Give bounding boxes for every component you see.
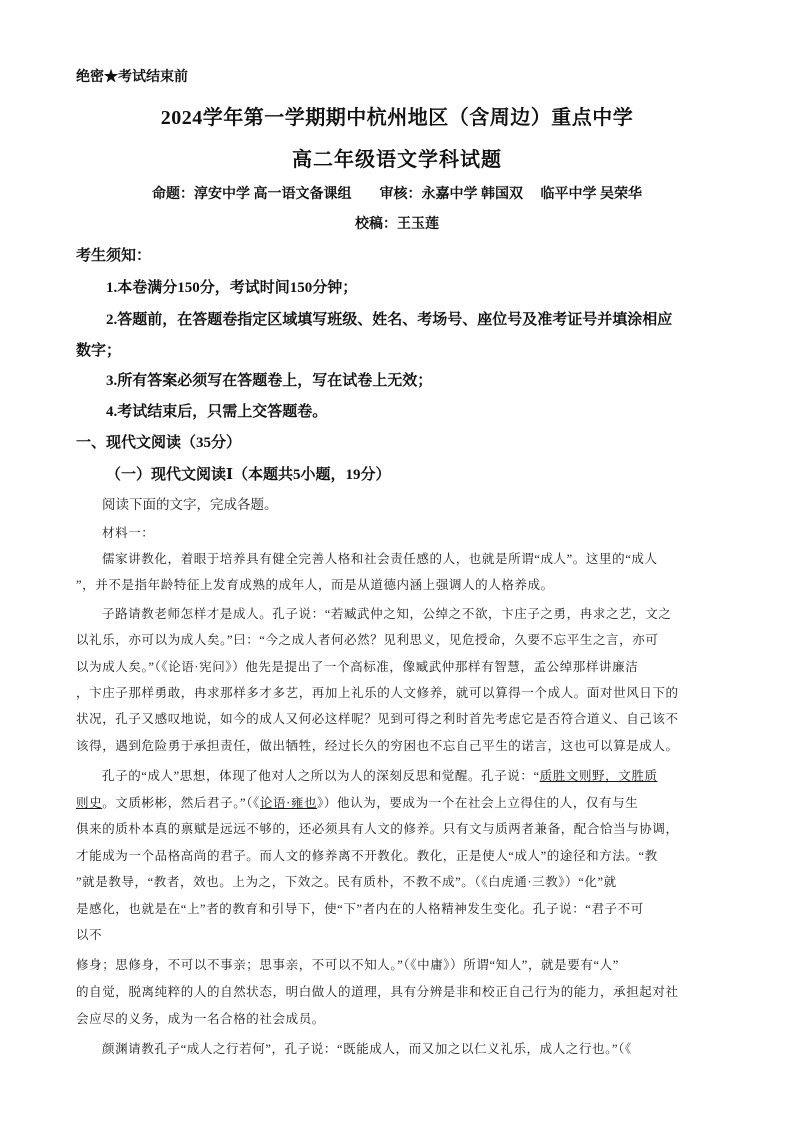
passage-line <box>102 766 658 784</box>
exam-title-line1: 2024学年第一学期期中杭州地区（含周边）重点中学 <box>160 107 634 129</box>
passage-line <box>76 793 638 811</box>
passage-source: 论语·雍也 <box>259 796 318 810</box>
passage-quote: 则史 <box>76 796 103 810</box>
passage-line: 状况，孔子又感叹地说，如今的成人又何必这样呢？见到可得之利时首先考虑它是否符合道义、自己该不 <box>76 712 679 726</box>
passage-line: 该得，遇到危险勇于承担责任，做出牺牲，经过长久的穷困也不忘自己平生的诺言，这也可以算是成人。 <box>76 739 679 753</box>
reading-instruction: 阅读下面的文字，完成各题。 <box>102 497 278 512</box>
passage-line: ，卞庄子那样勇敢，冉求那样多才多艺，再加上礼乐的人文修养，就可以算得一个成人。面对世风日下的 <box>76 686 679 700</box>
notice-item: 2.答题前，在答题卷指定区域填写班级、姓名、考场号、座位号及准考证号并填涂相应 <box>106 312 673 328</box>
notice-item: 4.考试结束后，只需上交答题卷。 <box>106 404 328 420</box>
notice-item: 3.所有答案必须写在答题卷上，写在试卷上无效； <box>106 373 433 389</box>
passage-line: 是感化，也就是在“上”者的教育和引导下，使“下”者内在的人格精神发生变化。孔子说：“君子不可 <box>76 902 644 916</box>
passage-line: 以为成人矣。”（《论语·宪问》）他先是提出了一个高标准，像臧武仲那样有智慧，孟公绰那样讲廉洁 <box>76 660 639 674</box>
authors-credits: 命题：淳安中学 高一语文备课组 审核：永嘉中学 韩国双 临平中学 吴荣华 <box>152 187 642 202</box>
passage-line: 以礼乐，亦可以为成人矣。”曰：“今之成人者何必然？见利思义，见危授命，久要不忘平生之言，亦可 <box>76 633 659 647</box>
passage-line: 子路请教老师怎样才是成人。孔子说：“若臧武仲之知，公绰之不欲，卞庄子之勇，冉求之艺，文之 <box>102 607 672 621</box>
passage-line: 以不 <box>76 928 103 942</box>
passage-segment: 。文质彬彬，然后君子。”（《 <box>102 796 260 810</box>
notice-item: 数字； <box>76 343 122 359</box>
confidential-label: 绝密★考试结束前 <box>76 70 188 85</box>
section-heading: 一、现代文阅读（35分） <box>76 435 242 451</box>
proofreader-credit: 校稿：王玉莲 <box>355 217 439 232</box>
exam-title-line2: 高二年级语文学科试题 <box>292 149 502 171</box>
passage-line: ”，并不是指年龄特征上发育成熟的成年人，而是从道德内涵上强调人的人格养成。 <box>76 578 554 592</box>
passage-line: 会应尽的义务，成为一名合格的社会成员。 <box>76 1012 325 1026</box>
passage-line: 的自觉，脱离纯粹的人的自然状态，明白做人的道理，具有分辨是非和校正自己行为的能力，承担起对社 <box>76 985 679 999</box>
notice-heading: 考生须知： <box>76 248 152 264</box>
passage-line: 才能成为一个品格高尚的君子。而人文的修养离不开教化。教化，正是使人“成人”的途径和方法。“教 <box>76 849 658 863</box>
passage-line: 儒家讲教化，着眼于培养具有健全完善人格和社会责任感的人，也就是所谓“成人”。这里的“成人 <box>102 552 658 566</box>
notice-item: 1.本卷满分150分，考试时间150分钟； <box>106 280 358 296</box>
passage-quote: 质胜文则野，文胜质 <box>539 769 658 783</box>
passage-line: 修身；思修身，不可以不事亲；思事亲，不可以不知人。”（《中庸》）所谓“知人”，就是要有“人” <box>76 958 619 972</box>
passage-line: 俱来的质朴本真的禀赋是远远不够的，还必须具有人文的修养。只有文与质两者兼备，配合恰当与协调， <box>76 822 679 836</box>
material-label: 材料一： <box>102 526 155 540</box>
passage-segment: 孔子的“成人”思想，体现了他对人之所以为人的深刻反思和觉醒。孔子说：“ <box>102 769 540 783</box>
passage-segment: 》）他认为，要成为一个在社会上立得住的人，仅有与生 <box>317 796 639 810</box>
passage-line: ”就是教导，“教者，效也。上为之，下效之。民有质朴，不教不成”。（《白虎通·三教》）“化”就 <box>76 875 617 889</box>
subsection-heading: （一）现代文阅读Ⅰ（本题共5小题，19分） <box>106 467 391 483</box>
passage-line: 颜渊请教孔子“成人之行若何”，孔子说：“既能成人，而又加之以仁义礼乐，成人之行也。”（《 <box>102 1042 632 1056</box>
